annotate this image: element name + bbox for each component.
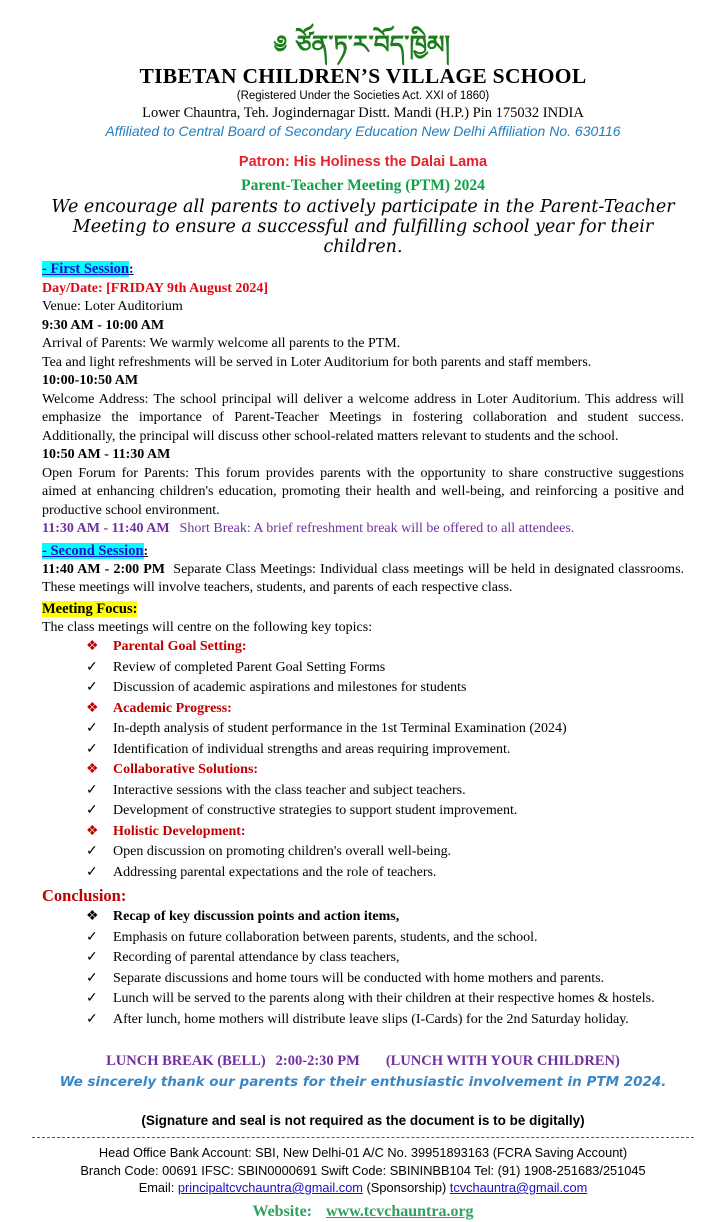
topic-title: Collaborative Solutions: xyxy=(113,762,259,777)
meeting-focus-heading-line xyxy=(42,600,684,619)
lunch-break-label: LUNCH BREAK (BELL) xyxy=(106,1053,266,1069)
sponsorship-label: (Sponsorship) xyxy=(366,1180,447,1195)
meeting-focus-heading: Meeting Focus: xyxy=(42,600,138,617)
conclusion-point: After lunch, home mothers will distribute leave slips (I-Cards) for the 2nd Saturday holiday. xyxy=(113,1011,629,1027)
second-session-text: Separate Class Meetings: Individual class meetings will be held in designated classrooms. These meetings will involve teachers, students, and parents of each respective class. xyxy=(42,561,685,595)
short-break-text: Short Break: A brief refreshment break will be offered to all attendees. xyxy=(179,521,575,536)
check-bullet-icon: ✓ xyxy=(86,659,98,675)
day-date-line: Day/Date: [FRIDAY 9th August 2024] xyxy=(42,281,269,296)
lunch-break-line xyxy=(42,1052,684,1071)
conclusion-point: Emphasis on future collaboration between parents, students, and the school. xyxy=(113,929,538,945)
first-session-colon: : xyxy=(129,262,134,277)
registration-line: (Registered Under the Societies Act. XXI of 1860) xyxy=(236,90,490,102)
first-session-heading xyxy=(42,260,684,279)
schedule-time: 9:30 AM - 10:00 AM xyxy=(42,317,165,333)
topic-row xyxy=(42,699,684,720)
conclusion-heading: Conclusion: xyxy=(42,886,127,905)
schedule-text: Tea and light refreshments will be served in Loter Auditorium for both parents and staff members. xyxy=(42,354,592,370)
topic-title: Parental Goal Setting: xyxy=(113,639,247,654)
meeting-focus-intro: The class meetings will centre on the following key topics: xyxy=(42,619,373,635)
conclusion-point-row xyxy=(42,928,684,949)
second-session-colon: : xyxy=(143,543,149,559)
schedule-text: Open Forum for Parents: This forum provides parents with the opportunity to share constructive suggestions aimed at enhancing children's education, promoting their health and well-being, and reinforcing a positive and productive school environment. xyxy=(42,465,684,518)
check-bullet-icon: ✓ xyxy=(86,844,98,859)
check-bullet-icon: ✓ xyxy=(86,864,98,880)
venue-line: Venue: Loter Auditorium xyxy=(42,299,183,314)
schedule-time: 10:00-10:50 AM xyxy=(42,373,139,388)
second-session-time: 11:40 AM - 2:00 PM xyxy=(42,561,166,577)
email-label: Email: xyxy=(138,1180,175,1195)
website-line xyxy=(42,1201,684,1222)
check-bullet-icon: ✓ xyxy=(86,741,98,757)
lunch-break-note: (LUNCH WITH YOUR CHILDREN) xyxy=(385,1053,620,1069)
email-line xyxy=(42,1179,684,1197)
footer xyxy=(42,1144,684,1222)
patron-line: Patron: His Holiness the Dalai Lama xyxy=(238,154,488,170)
tibetan-script-title: ༅ ཙོན་ཏ་ར་བོད་ཁྱིམ། xyxy=(275,30,451,59)
lunch-break-time: 2:00-2:30 PM xyxy=(275,1053,360,1069)
diamond-bullet-icon: ❖ xyxy=(86,909,99,924)
conclusion-recap-row xyxy=(42,907,684,928)
conclusion-point-row xyxy=(42,1010,684,1031)
topic-point: Discussion of academic aspirations and milestones for students xyxy=(113,680,467,695)
check-bullet-icon: ✓ xyxy=(86,991,98,1006)
topic-point: Review of completed Parent Goal Setting Forms xyxy=(113,659,386,675)
website-link[interactable]: www.tcvchauntra.org xyxy=(326,1202,474,1220)
topic-title: Academic Progress: xyxy=(113,700,232,716)
intro-script-line2: Meeting to ensure a successful and fulfilling school year for their children. xyxy=(72,217,654,257)
check-bullet-icon: ✓ xyxy=(86,970,98,986)
conclusion-point-row xyxy=(42,948,684,969)
schedule-time: 10:50 AM - 11:30 AM xyxy=(42,447,171,462)
short-break-line xyxy=(42,520,684,539)
topic-row xyxy=(42,822,684,843)
intro-script-line1: We encourage all parents to actively participate in the Parent-Teacher xyxy=(51,197,675,217)
school-name: TIBETAN CHILDREN’S VILLAGE SCHOOL xyxy=(139,64,587,88)
thank-you-line: We sincerely thank our parents for their enthusiastic involvement in PTM 2024. xyxy=(59,1074,667,1090)
check-bullet-icon: ✓ xyxy=(86,929,98,945)
first-session-label: - First Session xyxy=(42,261,129,277)
conclusion-point: Lunch will be served to the parents along with their children at their respective homes & hostels. xyxy=(113,991,655,1006)
diamond-bullet-icon: ❖ xyxy=(86,639,99,654)
second-session-label: - Second Session xyxy=(42,542,144,559)
diamond-bullet-icon: ❖ xyxy=(86,823,99,839)
schedule-text: Arrival of Parents: We warmly welcome all parents to the PTM. xyxy=(42,336,401,351)
branch-code-line: Branch Code: 00691 IFSC: SBIN0000691 Swift Code: SBININBB104 Tel: (91) 1908-251683/251045 xyxy=(80,1162,646,1178)
dashed-divider xyxy=(32,1137,694,1138)
check-bullet-icon: ✓ xyxy=(86,782,98,798)
topic-point-row xyxy=(42,863,684,884)
school-address: Lower Chauntra, Teh. Jogindernagar Distt. Mandi (H.P.) Pin 175032 INDIA xyxy=(142,105,584,121)
topic-point: In-depth analysis of student performance in the 1st Terminal Examination (2024) xyxy=(113,721,567,736)
principal-email-link[interactable]: principaltcvchauntra@gmail.com xyxy=(177,1180,363,1195)
website-label: Website: xyxy=(252,1202,312,1220)
sponsorship-email-link[interactable]: tcvchauntra@gmail.com xyxy=(449,1180,588,1195)
check-bullet-icon: ✓ xyxy=(86,803,98,818)
bank-account-line: Head Office Bank Account: SBI, New Delhi-01 A/C No. 39951893163 (FCRA Saving Account) xyxy=(98,1145,628,1160)
conclusion-point: Recording of parental attendance by class teachers, xyxy=(113,950,400,965)
second-session-paragraph xyxy=(42,561,684,598)
topic-point: Addressing parental expectations and the role of teachers. xyxy=(113,864,437,880)
check-bullet-icon: ✓ xyxy=(86,680,98,695)
topic-row xyxy=(42,760,684,781)
topic-title: Holistic Development: xyxy=(113,823,246,839)
conclusion-recap: Recap of key discussion points and action items, xyxy=(113,909,400,924)
topic-point: Development of constructive strategies to support student improvement. xyxy=(113,803,518,818)
conclusion-point: Separate discussions and home tours will be conducted with home mothers and parents. xyxy=(113,970,605,986)
schedule-text: Welcome Address: The school principal will deliver a welcome address in Loter Auditorium. This address will emphasize the importance of Parent-Teacher Meetings in fostering collaboration and student success. Additionally, the principal will discuss other school-related matters relevant to students and the school. xyxy=(42,391,684,444)
short-break-time: 11:30 AM - 11:40 AM xyxy=(42,521,170,536)
topic-point: Identification of individual strengths and areas requiring improvement. xyxy=(113,741,511,757)
meeting-title: Parent-Teacher Meeting (PTM) 2024 xyxy=(241,177,485,194)
topic-point-row xyxy=(42,678,684,699)
topic-point: Open discussion on promoting children's overall well-being. xyxy=(113,844,452,859)
conclusion-point-row xyxy=(42,989,684,1010)
conclusion-point-row xyxy=(42,969,684,990)
diamond-bullet-icon: ❖ xyxy=(86,762,99,777)
topic-point-row xyxy=(42,801,684,822)
topic-row xyxy=(42,637,684,658)
topic-point-row xyxy=(42,719,684,740)
signature-note: (Signature and seal is not required as the document is to be digitally) xyxy=(141,1113,585,1128)
check-bullet-icon: ✓ xyxy=(86,1011,98,1027)
check-bullet-icon: ✓ xyxy=(86,950,98,965)
topic-point-row xyxy=(42,781,684,802)
topic-point-row xyxy=(42,842,684,863)
check-bullet-icon: ✓ xyxy=(86,721,98,736)
second-session-heading xyxy=(42,542,684,561)
affiliation-line: Affiliated to Central Board of Secondary Education New Delhi Affiliation No. 630116 xyxy=(105,123,621,139)
diamond-bullet-icon: ❖ xyxy=(86,700,99,716)
topic-point-row xyxy=(42,658,684,679)
topic-point-row xyxy=(42,740,684,761)
topic-point: Interactive sessions with the class teacher and subject teachers. xyxy=(113,782,466,798)
